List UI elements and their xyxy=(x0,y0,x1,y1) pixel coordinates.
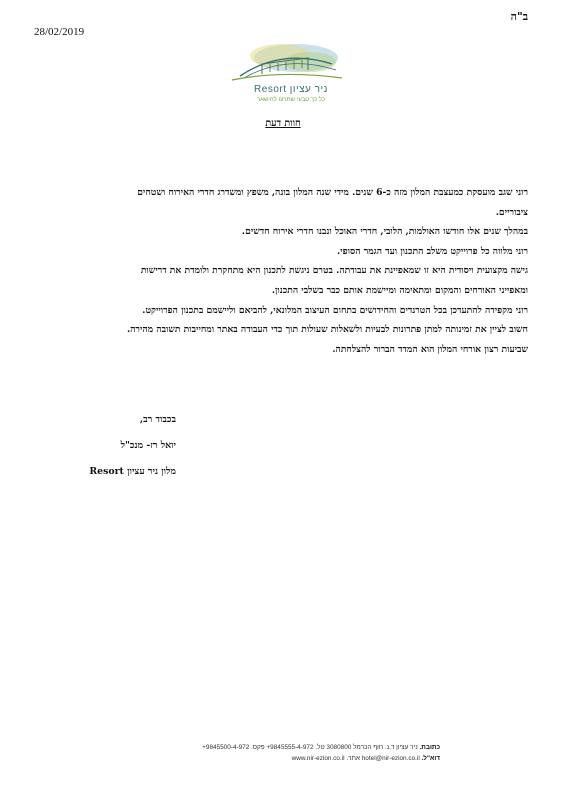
logo-graphic-icon xyxy=(222,40,352,88)
footer-email-label: דוא"ל. xyxy=(421,755,440,762)
letter-body xyxy=(28,183,528,359)
body-paragraph: ציבוריים. xyxy=(495,206,528,218)
body-paragraph: שביעות רצון אורחי המלון הוא המדד הברור להצלחתה. xyxy=(332,343,528,355)
body-paragraph: רוני מלווה כל פרוייקט משלב התכנון ועד הגמר הסופי. xyxy=(337,245,528,257)
logo-tagline: כל כך טבעי שתרצו להישאר xyxy=(257,97,325,103)
signer-organization: מלון ניר עציון Resort xyxy=(89,466,176,477)
body-paragraph: רוני שגב מועסקת כמעצבת המלון מזה כ-6 שנים. מידי שנה המלון בונה, משפץ ומשדרג חדרי האירוח ושטחים xyxy=(137,187,528,198)
body-paragraph: חשוב לציין את זמינותה למתן פתרונות לבעיות ולשאלות שעולות תוך כדי העבודה באתר ומחייבות תשובה מהירה. xyxy=(126,324,528,336)
letter-date: 28/02/2019 xyxy=(34,26,85,38)
body-paragraph: במהלך שנים אלו חודשו האולמות, הלובי, חדרי האוכל ונבנו חדרי אירוח חדשים. xyxy=(241,226,528,238)
footer-email-website: hotel@nir-ezion.co.il אתר. www.nir-ezion.co.il xyxy=(291,755,420,762)
logo-name: Resort ניר עציון xyxy=(254,84,328,95)
letter-footer xyxy=(120,742,440,764)
signer-name: יואל רז- מנכ"ל xyxy=(120,440,176,451)
footer-address-line xyxy=(120,742,440,753)
body-paragraph: רוני מקפידה להתעדכן בכל הטרנדים והחידושים בתחום העיצוב המלונאי, להביאם וליישמם בתכנון הפרוייקט. xyxy=(142,304,528,316)
closing: בכבוד רב, xyxy=(139,414,176,425)
hebrew-date: ב"ה xyxy=(510,10,528,23)
footer-address: ניר עציון ד.נ. חוף הכרמל 3080800 טל. 9845555-4-972+ פקס. 9845500-4-972+ xyxy=(202,744,418,751)
resort-logo xyxy=(222,40,352,110)
signature-block xyxy=(89,407,176,485)
letter-title: חוות דעת xyxy=(265,118,301,129)
footer-email-line xyxy=(120,753,440,764)
body-paragraph: גישה מקצועית ויסודית היא זו שמאפיינת את עבודתה. בטרם ניגשת לתכנון היא מתחקרת ולומדת את דרישות xyxy=(140,265,528,277)
footer-address-label: כתובת. xyxy=(419,744,440,751)
body-paragraph: ומאפייני האורחים והמקום ומתאימה ומיישמת אותם כבר בשלבי התכנון. xyxy=(271,284,528,296)
